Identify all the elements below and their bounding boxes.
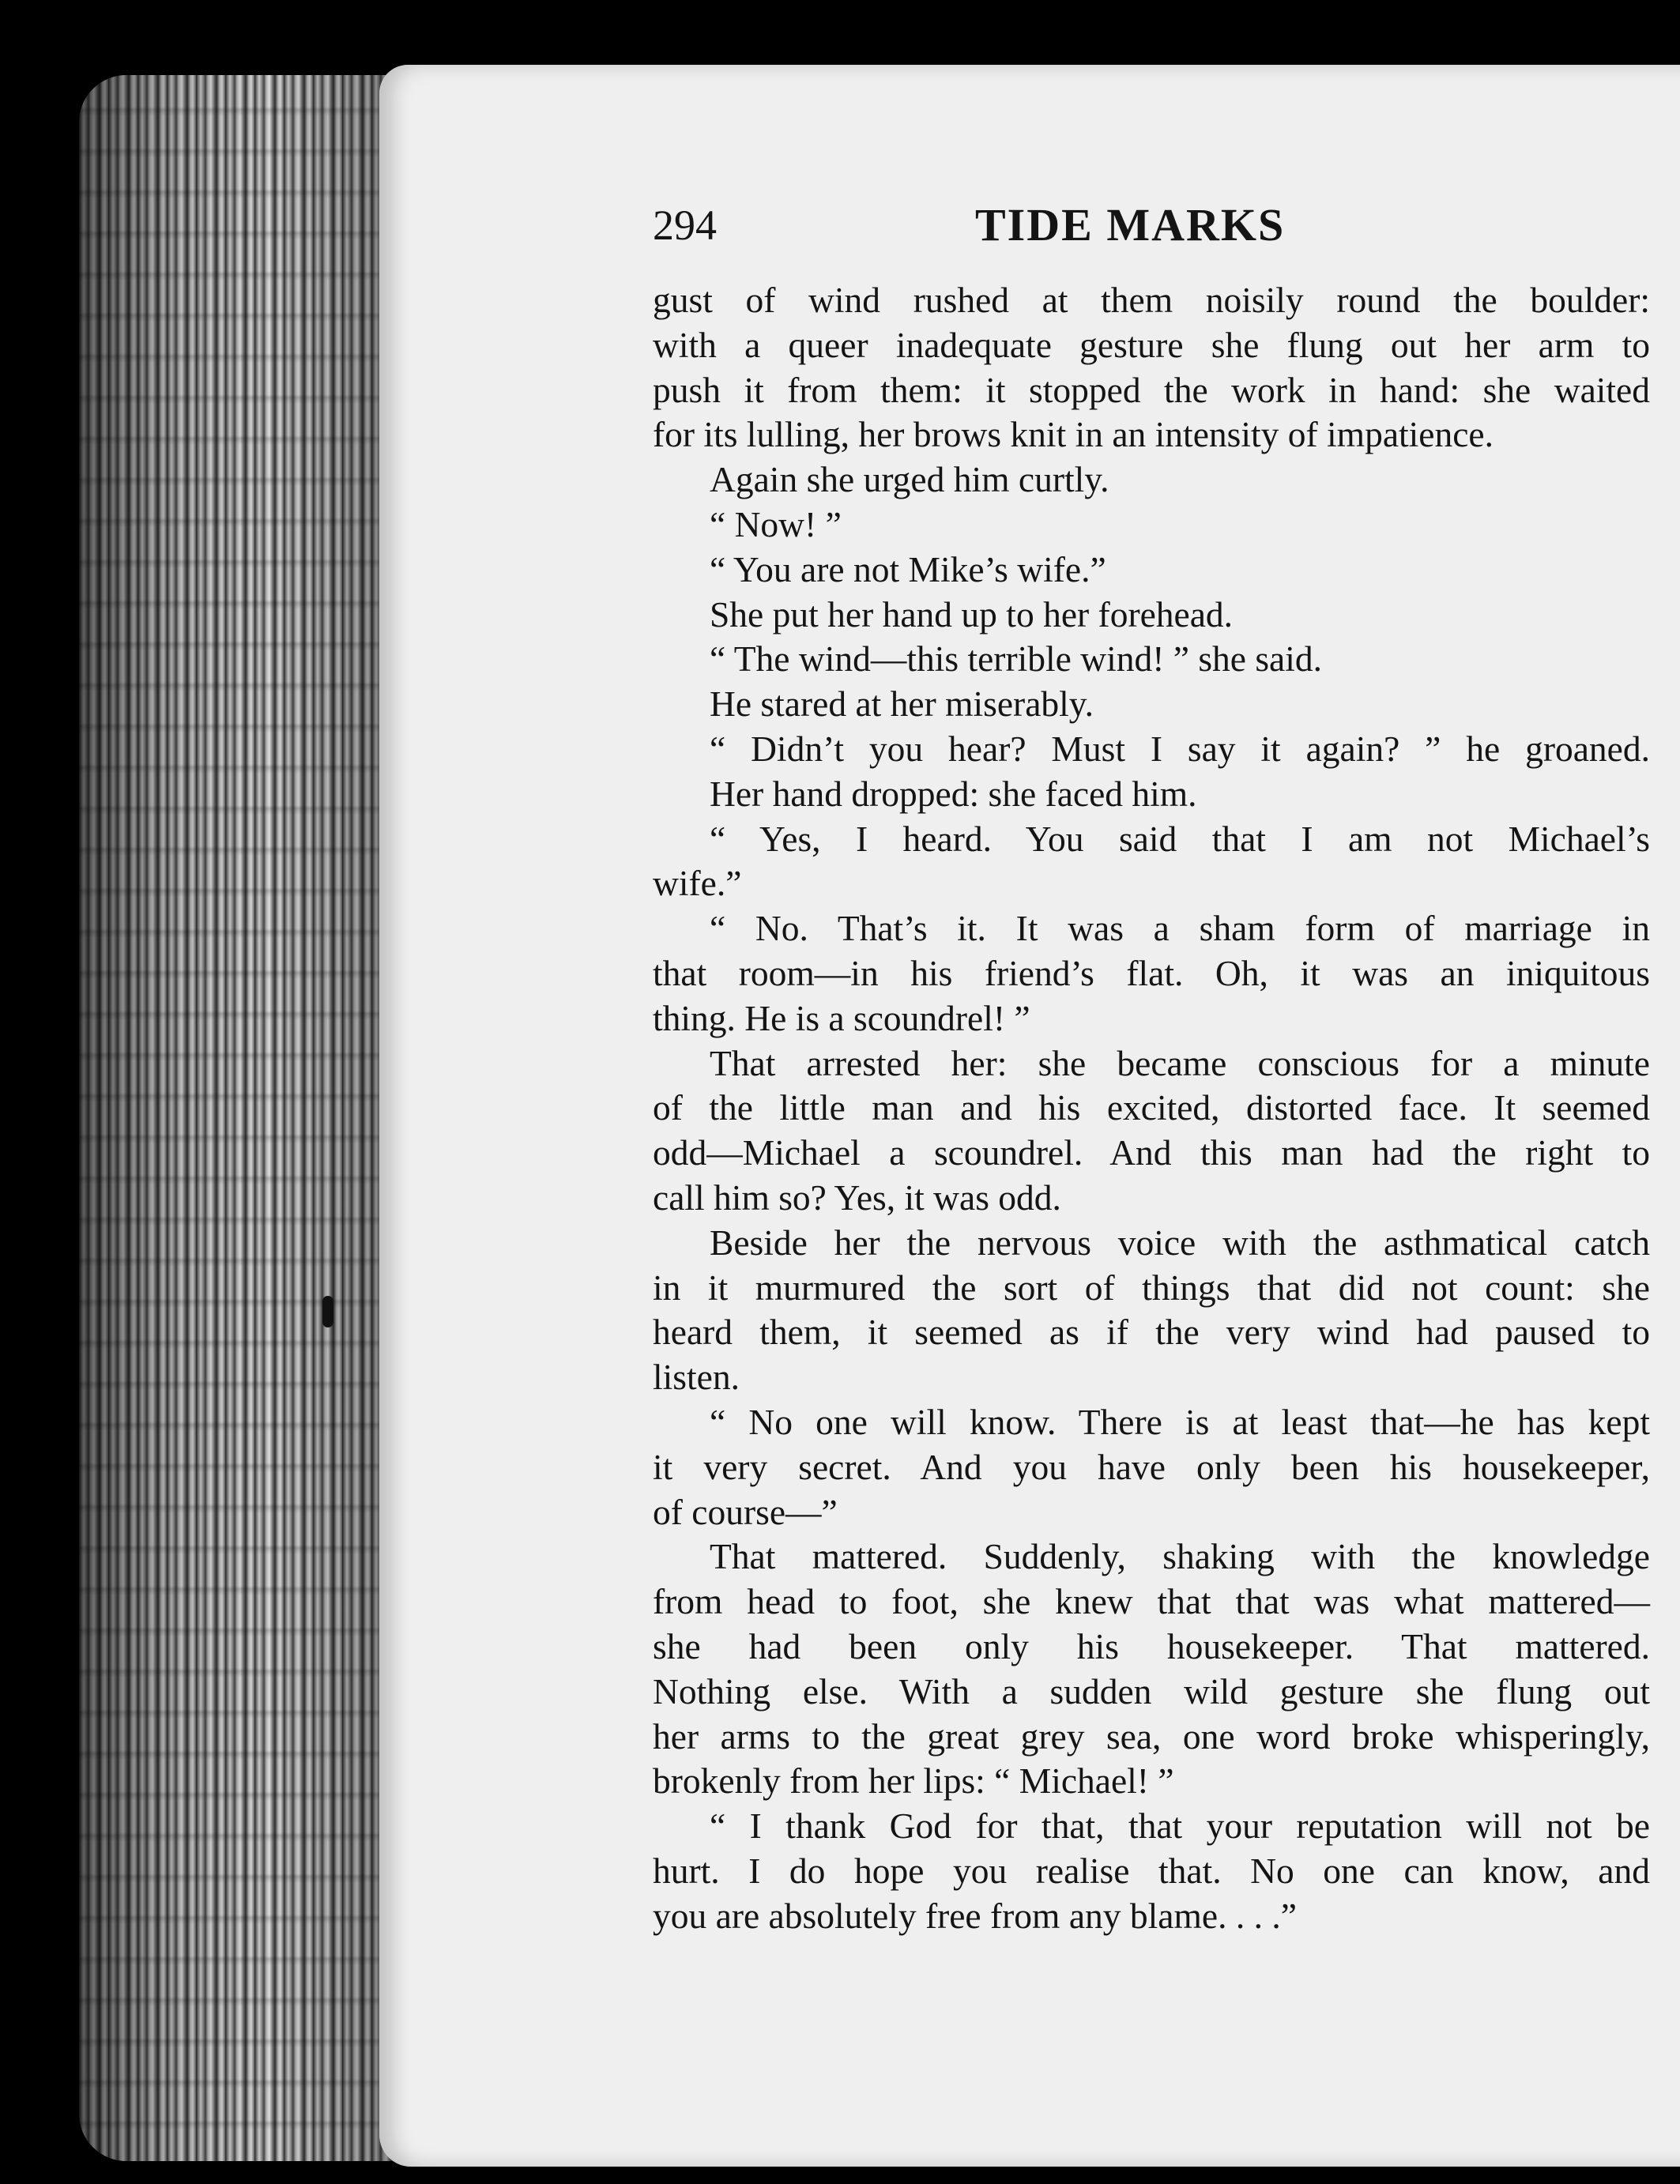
text-line: gust of wind rushed at them noisily round the boulder: bbox=[653, 280, 1650, 320]
text-line: wife.” bbox=[653, 863, 742, 904]
text-line: Beside her the nervous voice with the asthmatical catch bbox=[710, 1222, 1650, 1263]
text-line: with a queer inadequate gesture she flung out her arm to bbox=[653, 324, 1650, 365]
text-line: He stared at her miserably. bbox=[710, 683, 1094, 725]
text-line: That arrested her: she became conscious for a minute bbox=[710, 1042, 1650, 1083]
text-line: odd—Michael a scoundrel. And this man had the right to bbox=[653, 1132, 1650, 1173]
text-line: it very secret. And you have only been his housekeeper, bbox=[653, 1446, 1650, 1487]
text-line: Again she urged him curtly. bbox=[710, 459, 1109, 500]
text-line: push it from them: it stopped the work in hand: she waited bbox=[653, 369, 1650, 410]
text-line: for its lulling, her brows knit in an intensity of impatience. bbox=[653, 414, 1494, 455]
text-line: she had been only his housekeeper. That mattered. bbox=[653, 1625, 1650, 1666]
page-number: 294 bbox=[653, 201, 717, 249]
text-line: Nothing else. With a sudden wild gesture she flung out bbox=[653, 1670, 1650, 1711]
body-text bbox=[653, 278, 1650, 1938]
text-line: She put her hand up to her forehead. bbox=[710, 593, 1234, 634]
text-line: “ Now! ” bbox=[710, 503, 842, 544]
text-line: brokenly from her lips: “ Michael! ” bbox=[653, 1760, 1174, 1802]
text-line: you are absolutely free from any blame. . . .” bbox=[653, 1895, 1297, 1936]
text-line: that room—in his friend’s flat. Oh, it was an iniquitous bbox=[653, 952, 1650, 993]
book-fore-edge-shadow bbox=[79, 75, 395, 2161]
text-line: That mattered. Suddenly, shaking with the knowledge bbox=[710, 1536, 1650, 1577]
text-line: of the little man and his excited, distorted face. It seemed bbox=[653, 1087, 1650, 1128]
text-line: “ Didn’t you hear? Must I say it again? ” he groaned. bbox=[710, 728, 1650, 769]
text-line: heard them, it seemed as if the very wind had paused to bbox=[653, 1312, 1650, 1353]
text-line: of course—” bbox=[653, 1491, 838, 1532]
text-line: hurt. I do hope you realise that. No one can know, and bbox=[653, 1850, 1650, 1891]
text-line: listen. bbox=[653, 1357, 740, 1398]
text-line: “ I thank God for that, that your reputation will not be bbox=[710, 1806, 1650, 1847]
text-line: call him so? Yes, it was odd. bbox=[653, 1177, 1061, 1218]
text-line: “ No. That’s it. It was a sham form of marriage in bbox=[710, 908, 1650, 949]
text-line: from head to foot, she knew that that was what mattered— bbox=[653, 1581, 1650, 1622]
text-line: in it murmured the sort of things that did not count: she bbox=[653, 1267, 1650, 1308]
text-line: “ The wind—this terrible wind! ” she said. bbox=[710, 638, 1323, 680]
running-head-title: TIDE MARKS bbox=[975, 199, 1286, 250]
text-line: “ Yes, I heard. You said that I am not Michael’s bbox=[710, 818, 1650, 859]
text-line: her arms to the great grey sea, one word broke whisperingly, bbox=[653, 1715, 1650, 1757]
page-header bbox=[653, 198, 1656, 261]
text-line: Her hand dropped: she faced him. bbox=[710, 773, 1197, 814]
text-line: thing. He is a scoundrel! ” bbox=[653, 997, 1030, 1038]
edge-blemish bbox=[322, 1296, 333, 1327]
text-line: “ You are not Mike’s wife.” bbox=[710, 548, 1106, 589]
text-line: “ No one will know. There is at least that—he has kept bbox=[710, 1401, 1650, 1442]
